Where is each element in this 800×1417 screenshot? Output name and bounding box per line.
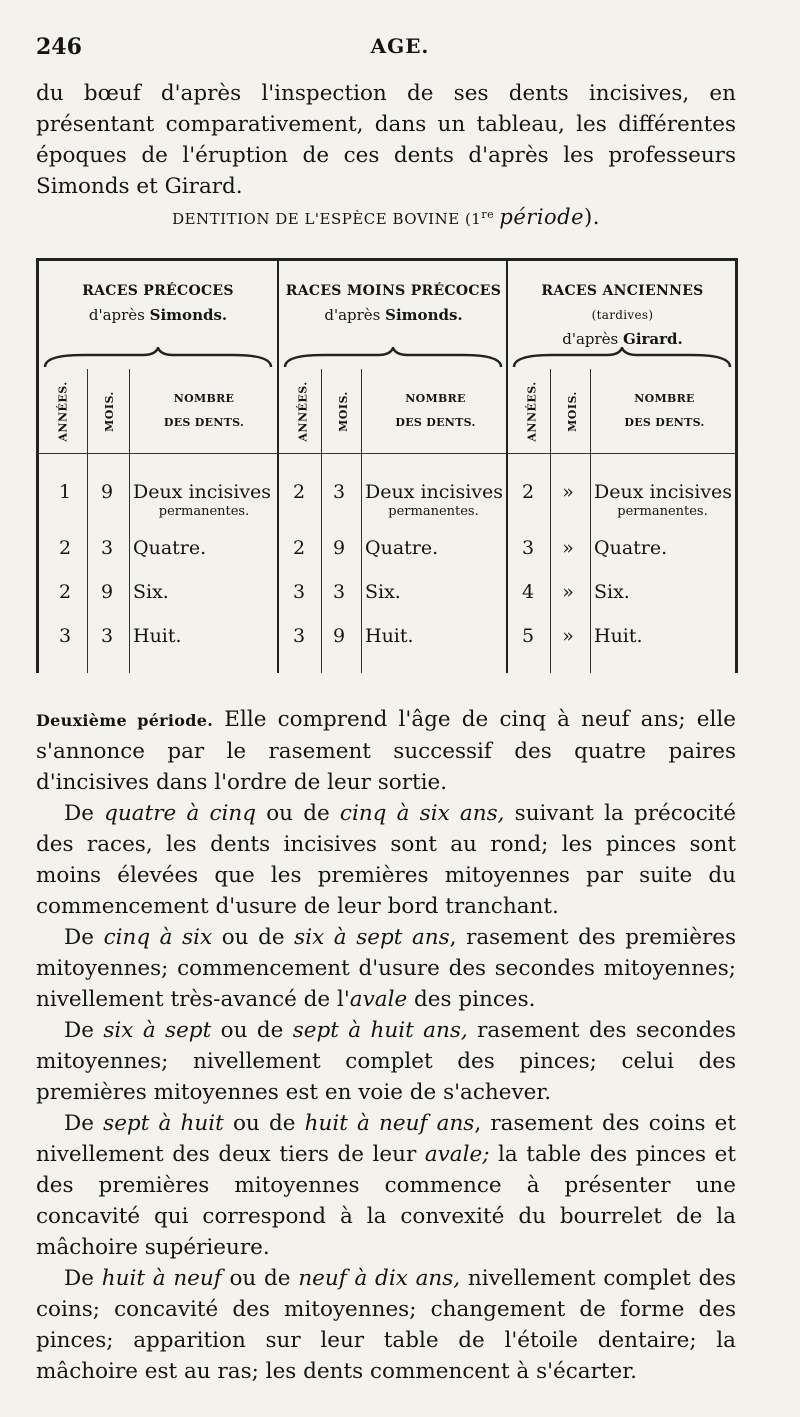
count-header: NOMBRE DES DENTS. xyxy=(624,392,705,429)
column-subheaders xyxy=(508,369,737,454)
months-header: MOIS. xyxy=(102,390,116,432)
breed-column-early xyxy=(39,261,277,673)
breed-header xyxy=(508,279,737,351)
count-header: NOMBRE DES DENTS. xyxy=(163,392,245,429)
running-title: AGE. xyxy=(370,34,430,58)
caption-sup: re xyxy=(481,208,495,221)
paragraph-four-to-five: De quatre à cinq ou de cinq à six ans, suivant la précocité des races, les dents incisives sont au rond; les pinces sont moins élevées que les premières mitoyennes par suite du commencement d'usure de leur bord tranchant. xyxy=(36,801,737,919)
years-header: ANNÉES. xyxy=(525,380,539,442)
breed-author: d'après Simonds. xyxy=(324,306,463,324)
breed-column-old xyxy=(506,261,737,673)
months-header: MOIS. xyxy=(565,390,579,432)
breed-name: RACES PRÉCOCES xyxy=(82,283,234,299)
brace-icon xyxy=(43,347,273,369)
breed-name: RACES MOINS PRÉCOCES xyxy=(285,283,502,299)
column-subheaders xyxy=(39,369,277,454)
paragraph-six-to-seven: De six à sept ou de sept à huit ans, rasement des secondes mitoyennes; nivellement complet des pinces; celui des premières mitoyennes est en voie de s'achever. xyxy=(36,1018,736,1105)
breed-header xyxy=(279,279,508,327)
breed-author: d'après Girard. xyxy=(562,330,683,348)
intro-paragraph: du bœuf d'après l'inspection de ses dents incisives, en présentant comparativement, dans un tableau, les différentes époques de l'éruption de ces dents d'après les professeurs Simonds et Girard. xyxy=(36,81,736,199)
months-header: MOIS. xyxy=(336,390,350,432)
section-title: Deuxième période. xyxy=(36,711,214,730)
paragraph-seven-to-eight: De sept à huit ou de huit à neuf ans, rasement des coins et nivellement des deux tiers de leur avale; la table des pinces et des premières mitoyennes commence à présenter une concavité qui correspond à la convexité du bourrelet de la mâchoire supérieure. xyxy=(36,1111,737,1260)
brace-icon xyxy=(283,347,503,369)
count-header: NOMBRE DES DENTS. xyxy=(395,392,476,429)
years-header: ANNÉES. xyxy=(296,380,310,442)
caption-end: ). xyxy=(584,205,600,229)
breed-column-less-early xyxy=(277,261,508,673)
page-number: 246 xyxy=(36,34,82,60)
breed-author: d'après Simonds. xyxy=(88,306,228,324)
table-caption xyxy=(36,205,736,229)
caption-period: période xyxy=(499,205,585,229)
breed-name: RACES ANCIENNES (tardives) xyxy=(541,283,704,322)
dentition-table: RACES PRÉCOCES d'après Simonds. ANNÉES. MOIS. NOMBRE DES DENTS. RACES MOINS PRÉCOCES d'après Simonds. ANNÉES. MOIS. NOMBRE DES DENTS. RACES ANCIENNES (tardives) d'après Girard. ANNÉES. MOIS. NOMBRE DES DENTS. 1 9 Deux incisives permanentes. 2 3 Deux incisives permanentes. 2 » Deux incisives permanentes. 2 3 Quatre. 2 9 Quatre. 3 » Quatre. 2 9 Six. 3 3 Six. 4 » Six. 3 3 Huit. 3 9 Huit. 5 » Huit. xyxy=(36,258,738,673)
brace-icon xyxy=(512,347,732,369)
years-header: ANNÉES. xyxy=(56,380,70,442)
running-head xyxy=(36,34,764,62)
caption-main: DENTITION DE L'ESPÈCE BOVINE (1 xyxy=(172,210,482,228)
paragraph-second-period: Deuxième période. Elle comprend l'âge de cinq à neuf ans; elle s'annonce par le rasement successif des quatre paires d'incisives dans l'ordre de leur sortie. xyxy=(36,707,736,795)
breed-header xyxy=(39,279,277,327)
paragraph-eight-to-nine: De huit à neuf ou de neuf à dix ans, nivellement complet des coins; concavité des mitoyennes; changement de forme des pinces; apparition sur leur table de l'étoile dentaire; la mâchoire est au ras; les dents commencent à s'écarter. xyxy=(36,1266,737,1384)
column-subheaders xyxy=(279,369,508,454)
paragraph-five-to-six: De cinq à six ou de six à sept ans, rasement des premières mitoyennes; commencement d'usure des secondes mitoyennes; nivellement très-avancé de l'avale des pinces. xyxy=(36,925,737,1012)
